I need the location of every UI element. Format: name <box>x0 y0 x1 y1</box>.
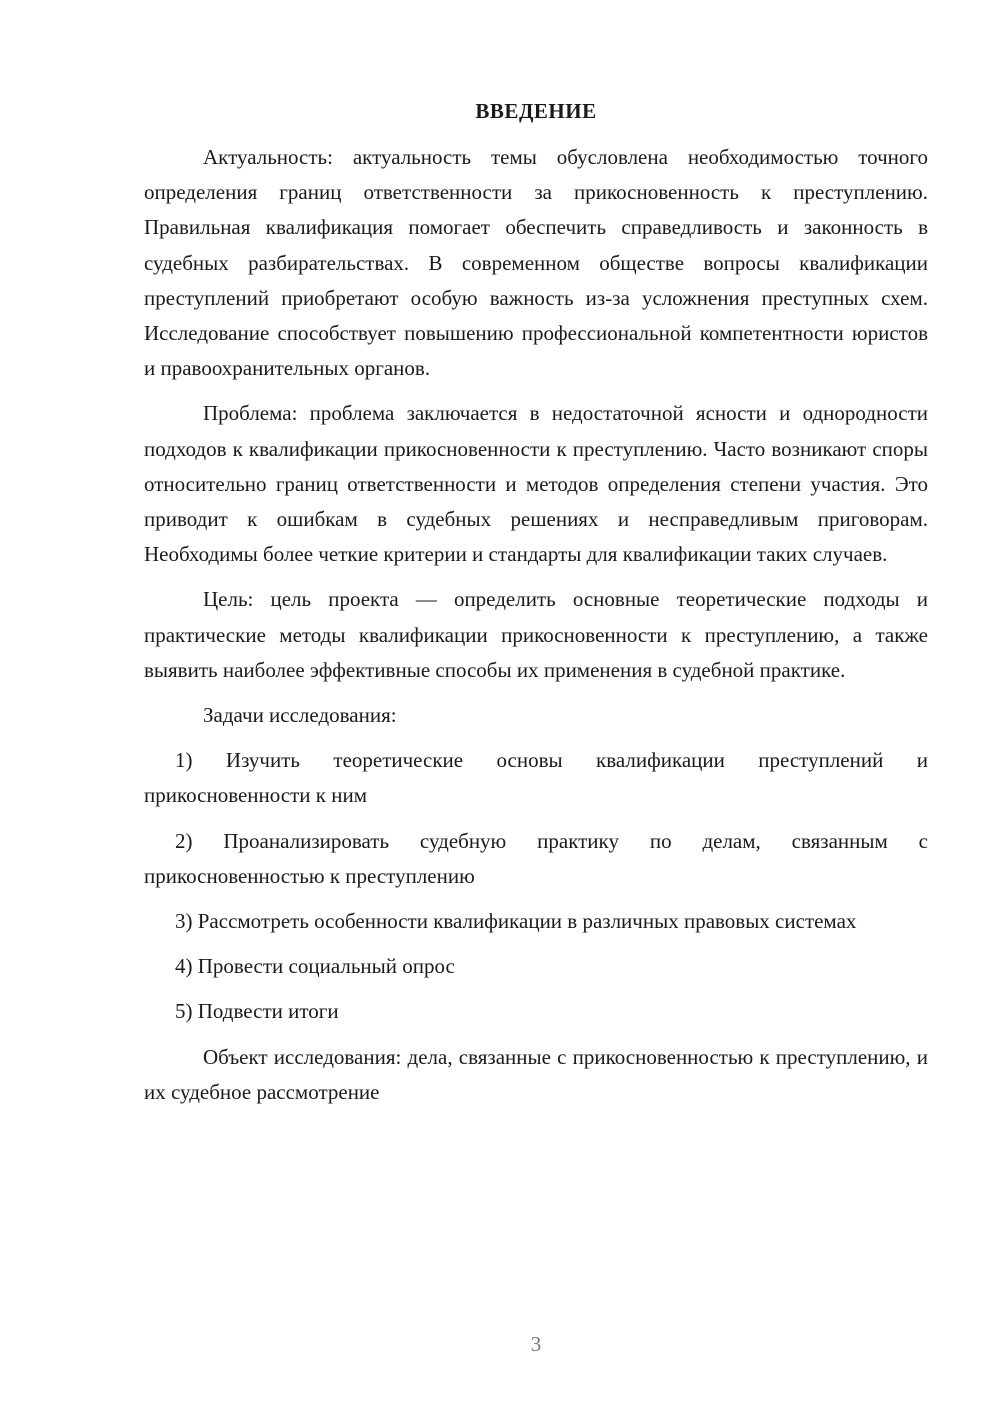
document-page <box>144 96 928 1120</box>
page-number: 3 <box>530 1332 542 1356</box>
task-item-4: 4) Провести социальный опрос <box>175 954 455 979</box>
goal-paragraph: Цель: цель проекта — определить основные теоретические подходы и практические методы квалификации прикосновенности к преступлению, а также выявить наиболее эффективные способы их применения в судебной практике. <box>144 587 928 682</box>
task-item-5: 5) Подвести итоги <box>175 999 339 1024</box>
problem-paragraph: Проблема: проблема заключается в недостаточной ясности и однородности подходов к квалификации прикосновенности к преступлению. Часто возникают споры относительно границ ответственности и методов определения степени участия. Это приводит к ошибкам в судебных решениях и несправедливым приговорам. Необходимы более четкие критерии и стандарты для квалификации таких случаев. <box>144 401 928 567</box>
object-paragraph: Объект исследования: дела, связанные с прикосновенностью к преступлению, и их судебное рассмотрение <box>144 1044 928 1104</box>
relevance-paragraph: Актуальность: актуальность темы обусловлена необходимостью точного определения границ ответственности за прикосновенность к преступлению. Правильная квалификация помогает обеспечить справедливость и законность в судебных разбирательствах. В современном обществе вопросы квалификации преступлений приобретают особую важность из-за усложнения преступных схем. Исследование способствует повышению профессиональной компетентности юристов и правоохранительных органов. <box>144 145 928 381</box>
tasks-heading: Задачи исследования: <box>203 703 397 728</box>
task-item-3: 3) Рассмотреть особенности квалификации в различных правовых системах <box>175 909 857 934</box>
section-title: ВВЕДЕНИЕ <box>475 99 597 123</box>
task-item-2: 2) Проанализировать судебную практику по делам, связанным с прикосновенностью к преступлению <box>144 828 928 888</box>
task-item-1: 1) Изучить теоретические основы квалификации преступлений и прикосновенности к ним <box>144 748 928 808</box>
